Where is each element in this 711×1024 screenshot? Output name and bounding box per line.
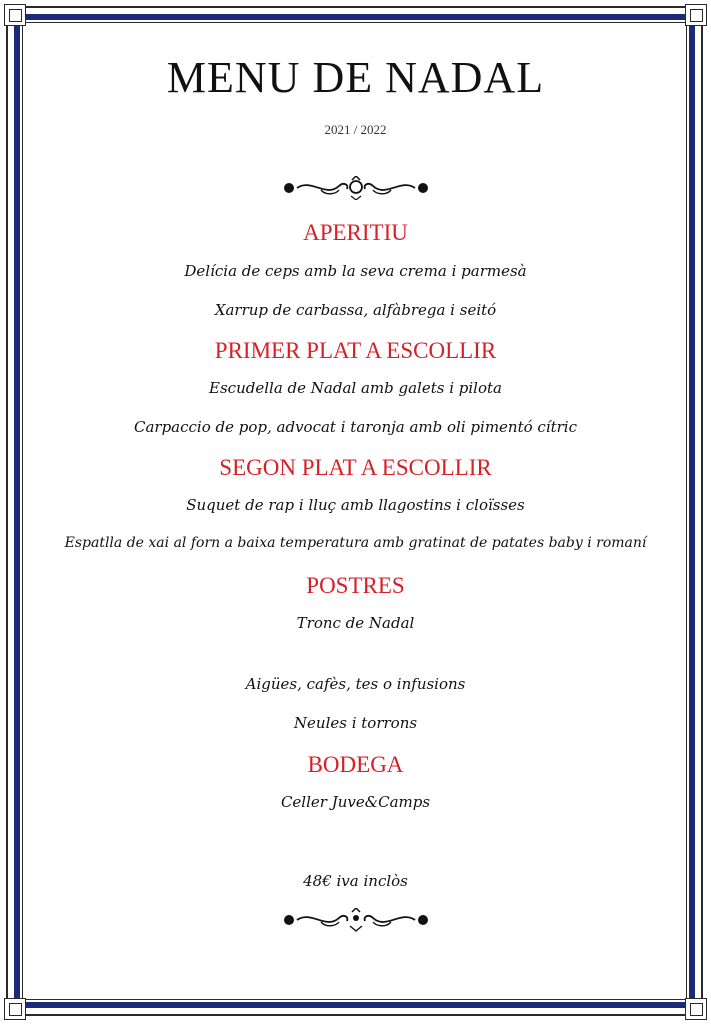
menu-item: Tronc de Nadal xyxy=(296,614,415,632)
corner-ornament xyxy=(685,4,707,26)
menu-item: Celler Juve&Camps xyxy=(280,793,431,811)
corner-ornament xyxy=(685,998,707,1020)
section-heading-postres: POSTRES xyxy=(306,573,405,598)
section-heading-primer-plat: PRIMER PLAT A ESCOLLIR xyxy=(214,338,497,363)
menu-item: Delícia de ceps amb la seva crema i parmesà xyxy=(184,262,527,280)
menu-title: MENU DE NADAL xyxy=(166,53,545,102)
corner-ornament xyxy=(4,4,26,26)
extra-item: Aigües, cafès, tes o infusions xyxy=(245,675,466,693)
menu-year: 2021 / 2022 xyxy=(324,122,387,137)
menu-item: Suquet de rap i lluç amb llagostins i cloïsses xyxy=(186,496,525,514)
price-label: 48€ iva inclòs xyxy=(303,872,408,890)
menu-item: Carpaccio de pop, advocat i taronja amb oli pimentó cítric xyxy=(133,418,577,436)
flourish-ornament-icon xyxy=(281,908,431,932)
section-heading-aperitiu: APERITIU xyxy=(303,220,408,245)
menu-item: Espatlla de xai al forn a baixa temperatura amb gratinat de patates baby i romaní xyxy=(64,535,647,551)
flourish-ornament-icon xyxy=(281,176,431,200)
extra-item: Neules i torrons xyxy=(293,714,418,732)
section-heading-bodega: BODEGA xyxy=(307,752,404,777)
menu-item: Xarrup de carbassa, alfàbrega i seitó xyxy=(214,301,497,319)
corner-ornament xyxy=(4,998,26,1020)
menu-item: Escudella de Nadal amb galets i pilota xyxy=(209,379,502,397)
section-heading-segon-plat: SEGON PLAT A ESCOLLIR xyxy=(219,455,492,480)
